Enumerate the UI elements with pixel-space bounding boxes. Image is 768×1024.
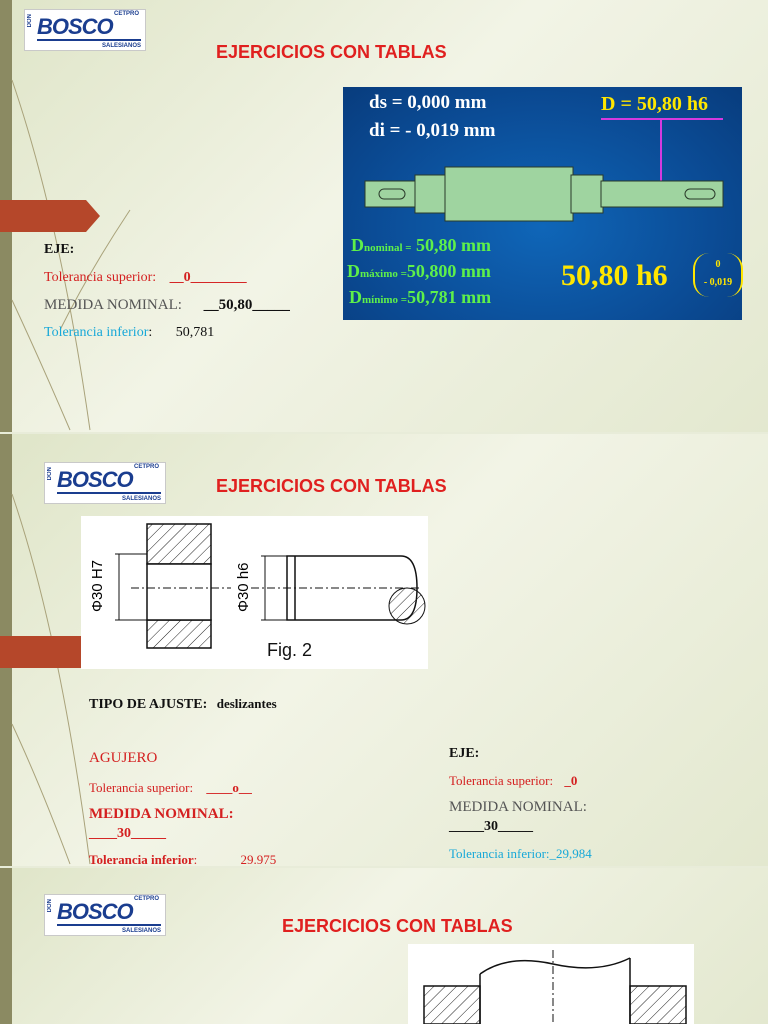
hole-dimension-label: Φ30 H7	[89, 560, 106, 612]
tol-inf-value: 50,781	[175, 325, 215, 340]
nominal-label: MEDIDA NOMINAL:	[44, 297, 182, 313]
agujero-nominal-label: MEDIDA NOMINAL:	[89, 806, 234, 822]
don-bosco-logo: DON BOSCO CETPRO SALESIANOS	[24, 9, 146, 51]
tol-sup-row	[44, 270, 247, 286]
eje-tol-inf-row: Tolerancia inferior:_29,984	[449, 846, 592, 861]
big-h6-label: 50,80 h6	[561, 259, 668, 292]
slide-3	[0, 868, 768, 1024]
slide-title: EJERCICIOS CON TABLAS	[282, 916, 513, 936]
d-h6-label: D = 50,80 h6	[601, 93, 708, 115]
assembly-drawing	[408, 944, 694, 1024]
agujero-tol-sup-value: ____o__	[206, 780, 252, 795]
tol-sup-value: __0________	[169, 270, 247, 285]
agujero-heading: AGUJERO	[89, 750, 158, 766]
shaft-drawing	[343, 87, 742, 320]
tipo-ajuste-row	[89, 696, 277, 713]
tol-inf-row: Tolerancia inferior: 50,781	[44, 325, 215, 340]
di-text: di = - 0,019 mm	[369, 120, 496, 141]
fit-figure-partial	[408, 944, 694, 1024]
tolerance-diagram	[343, 87, 742, 320]
shaft-dimension-label: Φ30 h6	[235, 562, 252, 612]
eje-nominal-label: MEDIDA NOMINAL:	[449, 799, 587, 815]
hole-shaft-drawing	[81, 516, 428, 669]
eje-tol-inf-value: :_29,984	[545, 846, 592, 861]
slide-1	[0, 0, 768, 432]
nominal-value: __50,80_____	[203, 297, 290, 313]
deviation-bracket: 0 - 0,019	[693, 253, 743, 297]
eje-heading: EJE:	[44, 242, 75, 257]
slide-title: EJERCICIOS CON TABLAS	[216, 476, 447, 496]
eje-nominal-value: _____30_____	[449, 819, 533, 834]
fit-figure	[81, 516, 428, 669]
section-arrow	[0, 200, 100, 232]
slide-title: EJERCICIOS CON TABLAS	[216, 42, 447, 62]
eje-heading: EJE:	[449, 746, 480, 761]
ds-text: ds = 0,000 mm	[369, 92, 487, 113]
don-bosco-logo: DON BOSCO CETPRO SALESIANOS	[44, 894, 166, 936]
eje-tol-sup-row: Tolerancia superior: _0	[449, 773, 578, 788]
agujero-tol-inf-value: 29.975	[240, 852, 277, 866]
agujero-nominal-value: ____30_____	[89, 826, 166, 841]
agujero-tol-sup-row: Tolerancia superior: ____o__	[89, 780, 252, 795]
tipo-ajuste-value: deslizantes	[216, 696, 277, 711]
slide-2	[0, 434, 768, 866]
nominal-row	[44, 297, 290, 314]
d-maximo: Dmáximo =50,800 mm	[347, 261, 491, 281]
eje-tol-sup-value: _0	[564, 773, 578, 788]
tol-sup-label: Tolerancia superior:	[44, 270, 157, 285]
section-arrow	[0, 636, 82, 668]
d-minimo: Dmínimo =50,781 mm	[349, 287, 492, 307]
d-nominal: Dnominal = 50,80 mm	[351, 235, 492, 255]
tipo-ajuste-label: TIPO DE AJUSTE:	[89, 697, 208, 712]
don-bosco-logo: DON BOSCO CETPRO SALESIANOS	[44, 462, 166, 504]
figure-caption: Fig. 2	[267, 640, 313, 660]
agujero-tol-inf-row: Tolerancia inferior: 29.975	[89, 852, 277, 866]
tol-inf-label: Tolerancia inferior	[44, 325, 149, 340]
slide-left-bar	[0, 868, 12, 1024]
